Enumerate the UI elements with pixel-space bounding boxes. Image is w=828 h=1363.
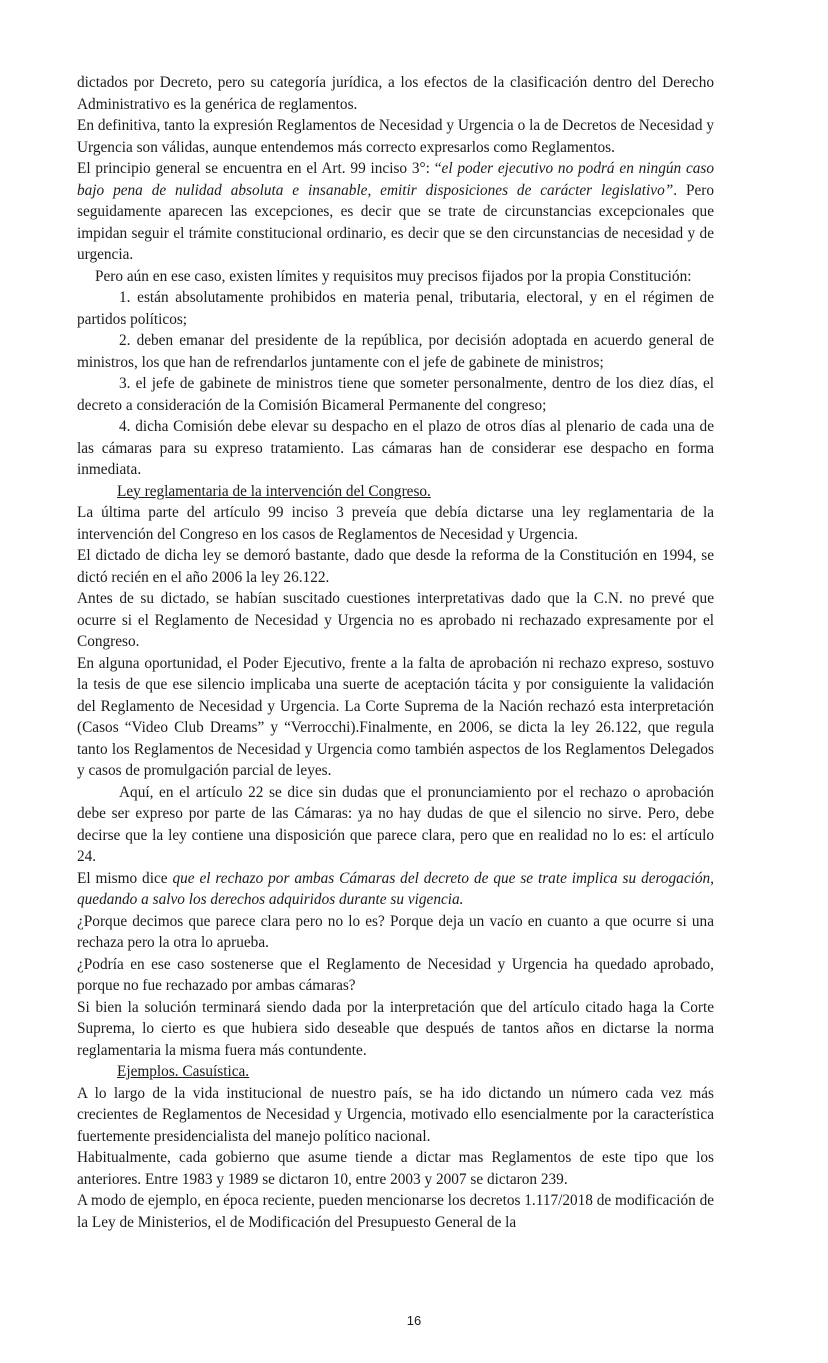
- paragraph: [77, 868, 714, 911]
- paragraph: El dictado de dicha ley se demoró bastante, dado que desde la reforma de la Constitución en 1994, se dictó recién en el año 2006 la ley 26.122.: [77, 547, 714, 586]
- paragraph: Antes de su dictado, se habían suscitado cuestiones interpretativas dado que la C.N. no prevé que ocurre si el Reglamento de Necesidad y Urgencia no es aprobado ni rechazado expresamente por el Congreso.: [77, 590, 714, 650]
- page-number: 16: [406, 1313, 422, 1328]
- paragraph: En alguna oportunidad, el Poder Ejecutivo, frente a la falta de aprobación ni rechazo expreso, sostuvo la tesis de que ese silencio implicaba una suerte de aceptación tácita y por consiguiente la validación del Reglamento de Necesidad y Urgencia. La Corte Suprema de la Nación rechazó esta interpretación (Casos “Video Club Dreams” y “Verrocchi).Finalmente, en 2006, se dicta la ley 26.122, que regula tanto los Reglamentos de Necesidad y Urgencia como también aspectos de los Reglamentos Delegados y casos de promulgación parcial de leyes.: [77, 654, 714, 779]
- paragraph: A lo largo de la vida institucional de nuestro país, se ha ido dictando un número cada vez más crecientes de Reglamentos de Necesidad y Urgencia, motivado ello esencialmente por la característica fuertemente presidencialista del manejo político nacional.: [77, 1084, 714, 1145]
- list-item: 3. el jefe de gabinete de ministros tiene que someter personalmente, dentro de los diez días, el decreto a consideración de la Comisión Bicameral Permanente del congreso;: [77, 375, 714, 414]
- list-item: 2. deben emanar del presidente de la república, por decisión adoptada en acuerdo general de ministros, los que han de refrendarlos juntamente con el jefe de gabinete de ministros;: [77, 332, 714, 371]
- paragraph: Pero aún en ese caso, existen límites y requisitos muy precisos fijados por la propia Constitución:: [95, 267, 692, 285]
- paragraph: En definitiva, tanto la expresión Reglamentos de Necesidad y Urgencia o la de Decretos de Necesidad y Urgencia son válidas, aunque entendemos más correcto expresarlos como Reglamentos.: [77, 117, 714, 156]
- paragraph: ¿Podría en ese caso sostenerse que el Reglamento de Necesidad y Urgencia ha quedado aprobado, porque no fue rechazado por ambas cámaras?: [77, 955, 714, 994]
- paragraph: Si bien la solución terminará siendo dada por la interpretación que del artículo citado haga la Corte Suprema, lo cierto es que hubiera sido deseable que después de tantos años en dictarse la norma reglamentaria la misma fuera más contundente.: [77, 998, 714, 1059]
- quote-italic: que el rechazo por ambas Cámaras del decreto de que se trate implica su derogación, quedando a salvo los derechos adquiridos durante su vigencia.: [77, 869, 714, 908]
- text-span: . Pero seguidamente aparecen las excepciones, es decir que se trate de circunstancias excepcionales que impidan seguir el trámite constitucional ordinario, es decir que se den circunstancias de necesidad y de urgencia.: [77, 181, 714, 263]
- list-item: 1. están absolutamente prohibidos en materia penal, tributaria, electoral, y en el régimen de partidos políticos;: [77, 289, 714, 328]
- list-item: 4. dicha Comisión debe elevar su despacho en el plazo de otros días al plenario de cada una de las cámaras para su expreso tratamiento. Las cámaras han de considerar ese despacho en forma inmediata.: [77, 418, 714, 478]
- paragraph: [77, 158, 714, 266]
- text-span: El mismo dice: [77, 869, 173, 887]
- text-span: El principio general se encuentra en el Art. 99 inciso 3°: “: [77, 160, 442, 177]
- paragraph: A modo de ejemplo, en época reciente, pueden mencionarse los decretos 1.117/2018 de modificación de la Ley de Ministerios, el de Modificación del Presupuesto General de la: [77, 1192, 715, 1231]
- paragraph: Habitualmente, cada gobierno que asume tiende a dictar mas Reglamentos de este tipo que los anteriores. Entre 1983 y 1989 se dictaron 10, entre 2003 y 2007 se dictaron 239.: [77, 1149, 714, 1188]
- paragraph: La última parte del artículo 99 inciso 3 preveía que debía dictarse una ley reglamentaria de la intervención del Congreso en los casos de Reglamentos de Necesidad y Urgencia.: [77, 504, 714, 543]
- document-page: [77, 72, 714, 1233]
- section-heading: Ley reglamentaria de la intervención del Congreso.: [117, 482, 431, 500]
- paragraph: Aquí, en el artículo 22 se dice sin dudas que el pronunciamiento por el rechazo o aprobación debe ser expreso por parte de las Cámaras: ya no hay dudas de que el silencio no sirve. Pero, debe decirse que la ley contiene una disposición que parece clara, pero que en realidad no lo es: el artículo 24.: [77, 783, 714, 865]
- paragraph: dictados por Decreto, pero su categoría jurídica, a los efectos de la clasificación dentro del Derecho Administrativo es la genérica de reglamentos.: [77, 74, 714, 113]
- section-heading: Ejemplos. Casuística.: [117, 1063, 250, 1080]
- paragraph: ¿Porque decimos que parece clara pero no lo es? Porque deja un vacío en cuanto a que ocurre si una rechaza pero la otra lo aprueba.: [77, 912, 714, 951]
- quote-italic: el poder ejecutivo no podrá en ningún caso bajo pena de nulidad absoluta e insanable, emitir disposiciones de carácter legislativo”: [77, 160, 715, 199]
